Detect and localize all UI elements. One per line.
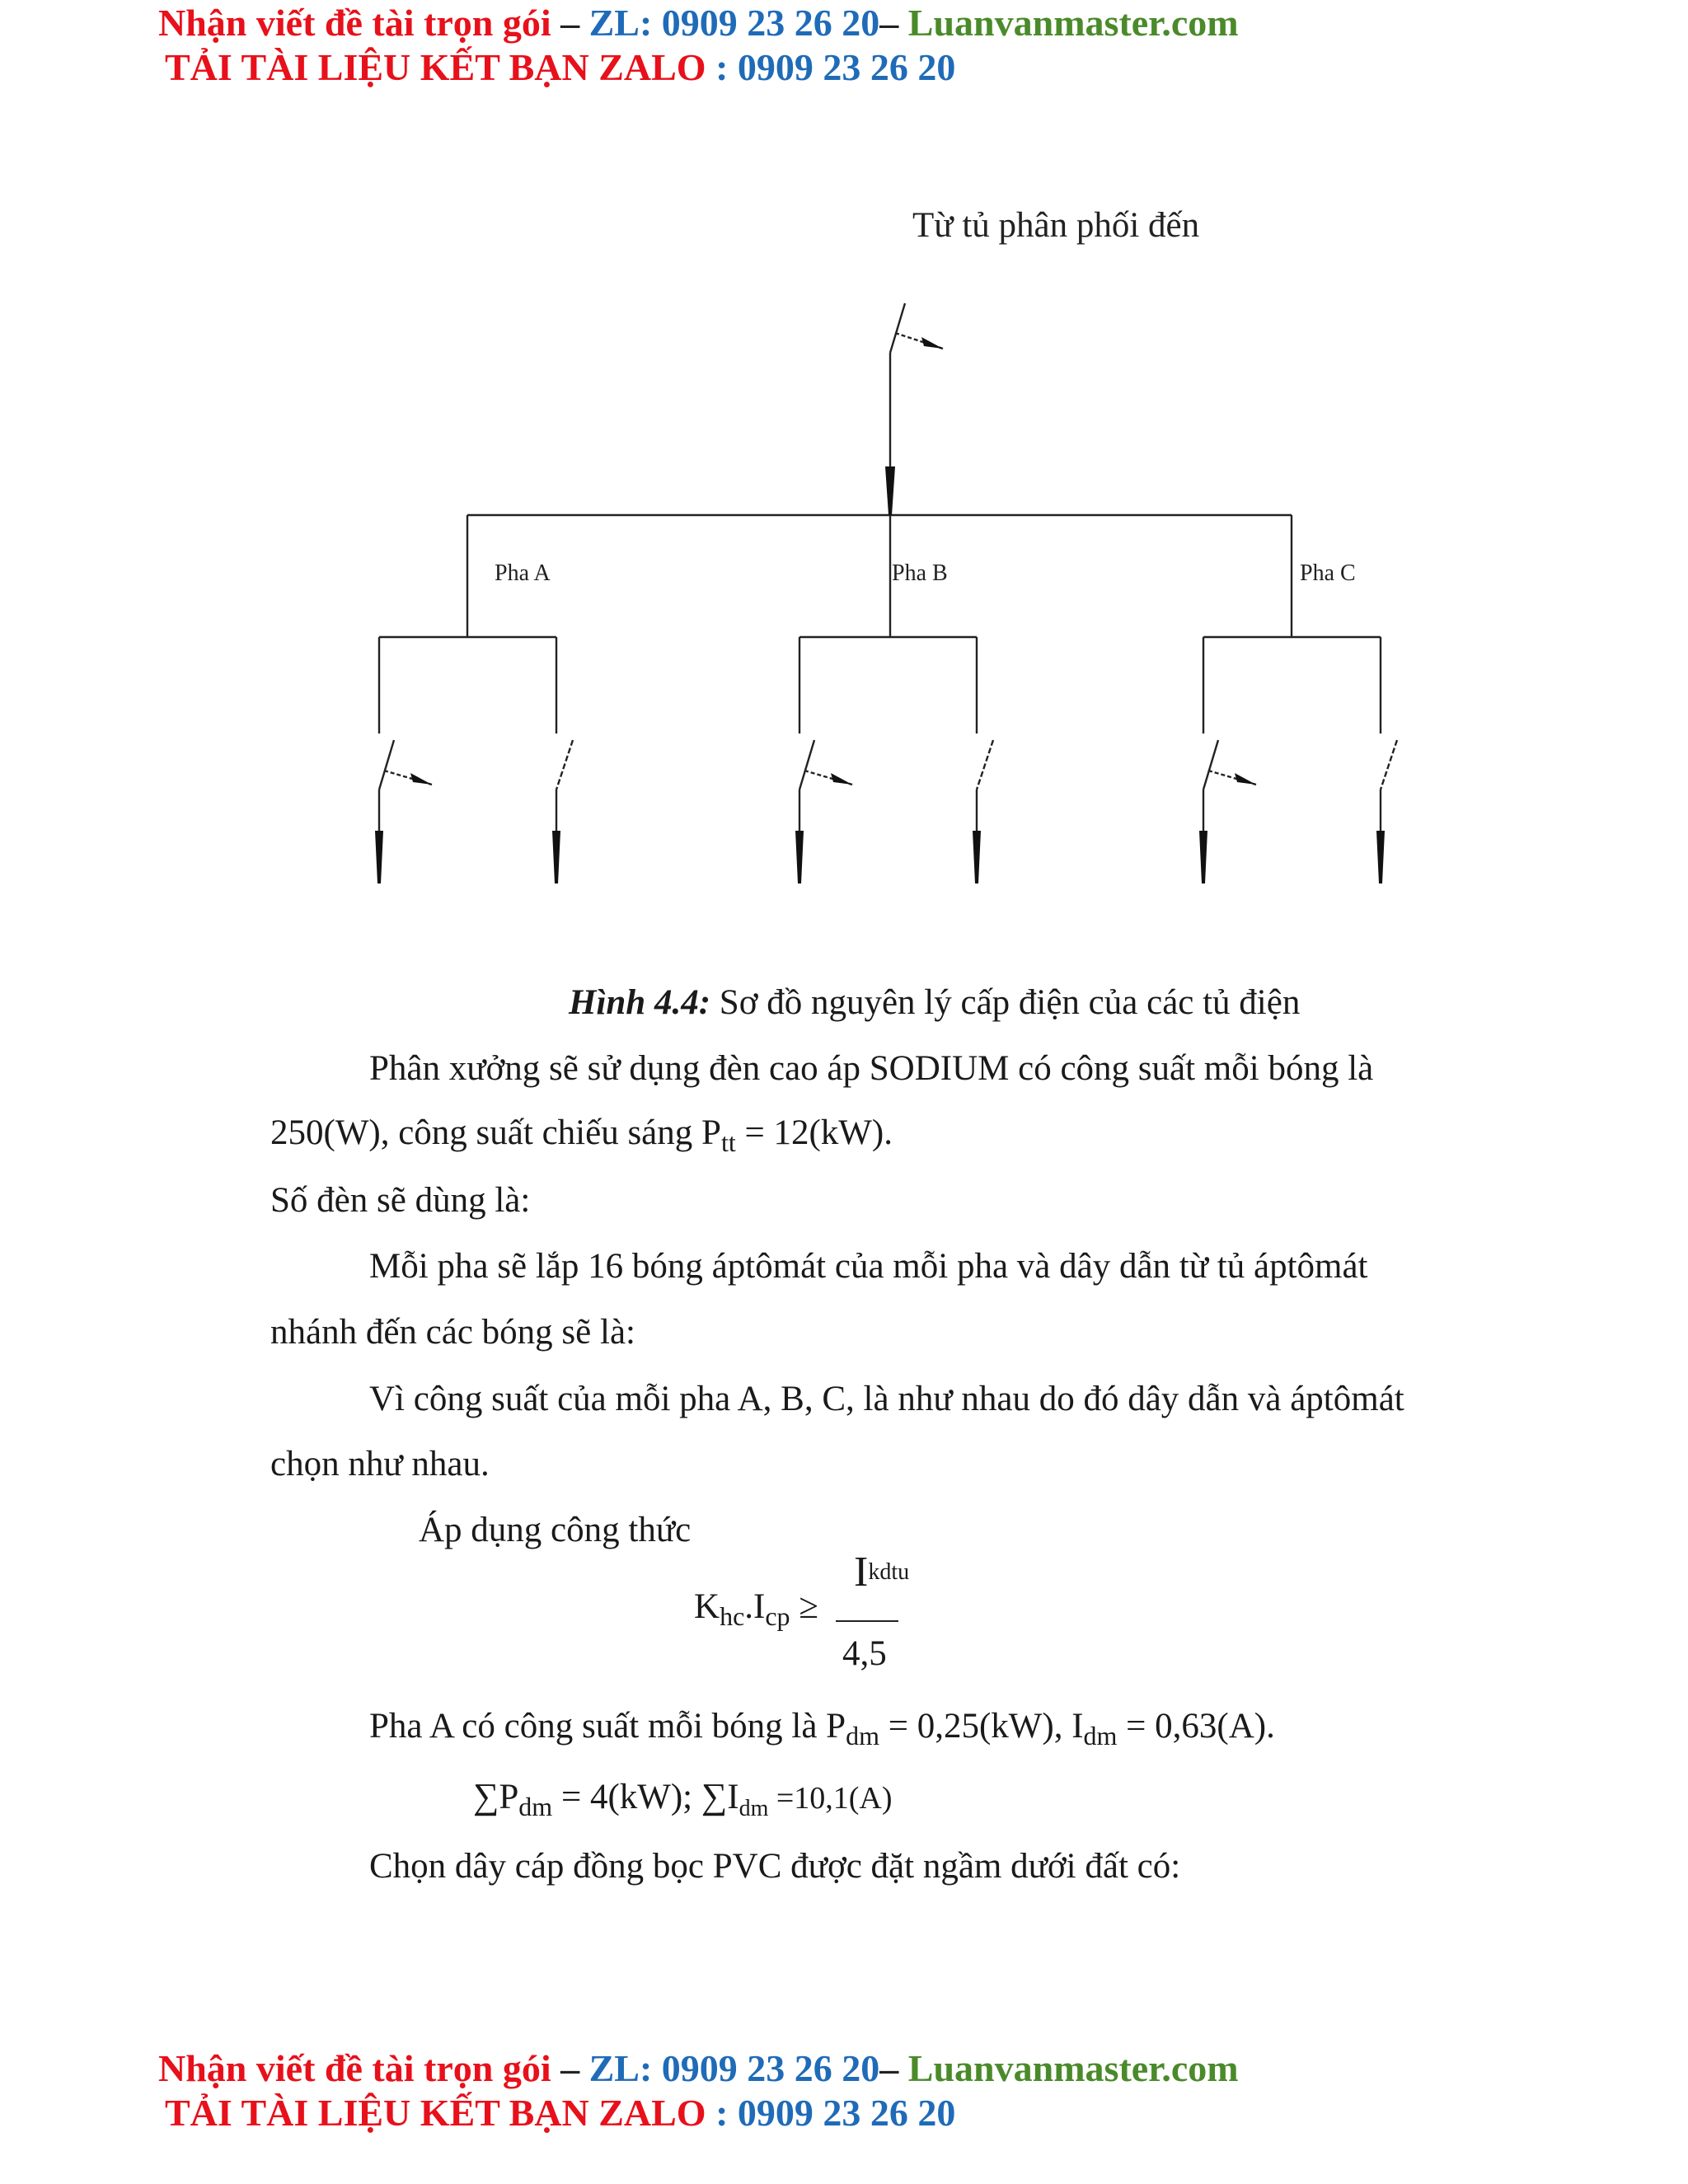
paragraph-1-line-1: Phân xưởng sẽ sử dụng đèn cao áp SODIUM có công suất mỗi bóng là (369, 1049, 1374, 1088)
text-run: K (694, 1587, 720, 1626)
text-run: P (499, 1778, 519, 1816)
text-run: .I (744, 1587, 766, 1626)
subscript: dm (518, 1792, 553, 1821)
subscript: kdtu (868, 1559, 910, 1585)
header-dash: – (551, 2, 589, 44)
text-run: Pha A có công suất mỗi bóng là P (369, 1707, 846, 1746)
text-run: = 0,63(A). (1117, 1707, 1275, 1746)
fraction-bar (836, 1620, 898, 1622)
subscript: tt (720, 1127, 736, 1157)
paragraph-3-line-1: Mỗi pha sẽ lắp 16 bóng áptômát của mỗi pha và dây dẫn từ tủ áptômát (369, 1247, 1368, 1286)
paragraph-3-line-2: nhánh đến các bóng sẽ là: (270, 1313, 635, 1352)
figure-label: Hình 4.4: (569, 983, 711, 1022)
footer-zalo-number: ZL: 0909 23 26 20 (588, 2047, 880, 2089)
phase-b-label: Pha B (892, 560, 948, 586)
diagram-arrows (375, 337, 1385, 883)
paragraph-7 (473, 1776, 893, 1819)
diagram-title: Từ tủ phân phối đến (912, 206, 1200, 245)
phase-c-label: Pha C (1300, 560, 1356, 586)
footer-dash-2: – (879, 2047, 908, 2089)
subscript: dm (1083, 1721, 1118, 1750)
formula-denominator: 4,5 (842, 1634, 887, 1673)
footer-zalo-text: TẢI TÀI LIỆU KẾT BẠN ZALO (165, 2092, 706, 2134)
header-website-link[interactable]: Luanvanmaster.com (907, 2, 1239, 44)
text-run: =10,1(A) (768, 1781, 893, 1816)
footer-offer-text: Nhận viết đề tài trọn gói (158, 2047, 551, 2089)
paragraph-6 (369, 1706, 1275, 1750)
formula-left-side (694, 1586, 818, 1631)
text-run: = 12(kW). (735, 1113, 893, 1152)
subscript: dm (738, 1796, 769, 1821)
paragraph-1-line-2 (270, 1113, 893, 1157)
sigma-symbol: ∑ (473, 1776, 499, 1816)
footer-zalo-phone: : 0909 23 26 20 (706, 2092, 956, 2134)
header-zalo-phone: : 0909 23 26 20 (706, 46, 956, 88)
footer-website-link[interactable]: Luanvanmaster.com (907, 2047, 1239, 2089)
subscript: cp (765, 1601, 790, 1631)
paragraph-4-line-2: chọn như nhau. (270, 1445, 490, 1483)
figure-caption (569, 982, 1300, 1024)
paragraph-4-line-1: Vì công suất của mỗi pha A, B, C, là như nhau do đó dây dẫn và áptômát (369, 1380, 1404, 1418)
text-run: 250(W), công suất chiếu sáng P (270, 1113, 721, 1152)
header-zalo-number: ZL: 0909 23 26 20 (588, 2, 880, 44)
text-run: I (854, 1549, 869, 1596)
text-run: I (727, 1778, 739, 1816)
sigma-symbol: ∑ (701, 1776, 728, 1816)
subscript: hc (720, 1601, 745, 1631)
text-run: = 4(kW); (552, 1778, 701, 1816)
paragraph-2: Số đèn sẽ dùng là: (270, 1181, 531, 1220)
formula-numerator (854, 1548, 909, 1597)
paragraph-8: Chọn dây cáp đồng bọc PVC được đặt ngầm dưới đất có: (369, 1847, 1181, 1886)
footer-line-2 (165, 2092, 955, 2135)
header-dash-2: – (879, 2, 908, 44)
figure-caption-text: Sơ đồ nguyên lý cấp điện của các tủ điện (710, 983, 1301, 1022)
text-run: ≥ (790, 1587, 818, 1626)
footer-dash: – (551, 2047, 589, 2089)
phase-a-label: Pha A (495, 560, 551, 586)
text-run: = 0,25(kW), I (879, 1707, 1084, 1746)
header-zalo-text: TẢI TÀI LIỆU KẾT BẠN ZALO (165, 46, 706, 88)
footer-line-1 (158, 2047, 1239, 2090)
header-offer-text: Nhận viết đề tài trọn gói (158, 2, 551, 44)
paragraph-5: Áp dụng công thức (419, 1511, 692, 1549)
subscript: dm (846, 1721, 879, 1750)
power-supply-diagram (0, 0, 1688, 923)
